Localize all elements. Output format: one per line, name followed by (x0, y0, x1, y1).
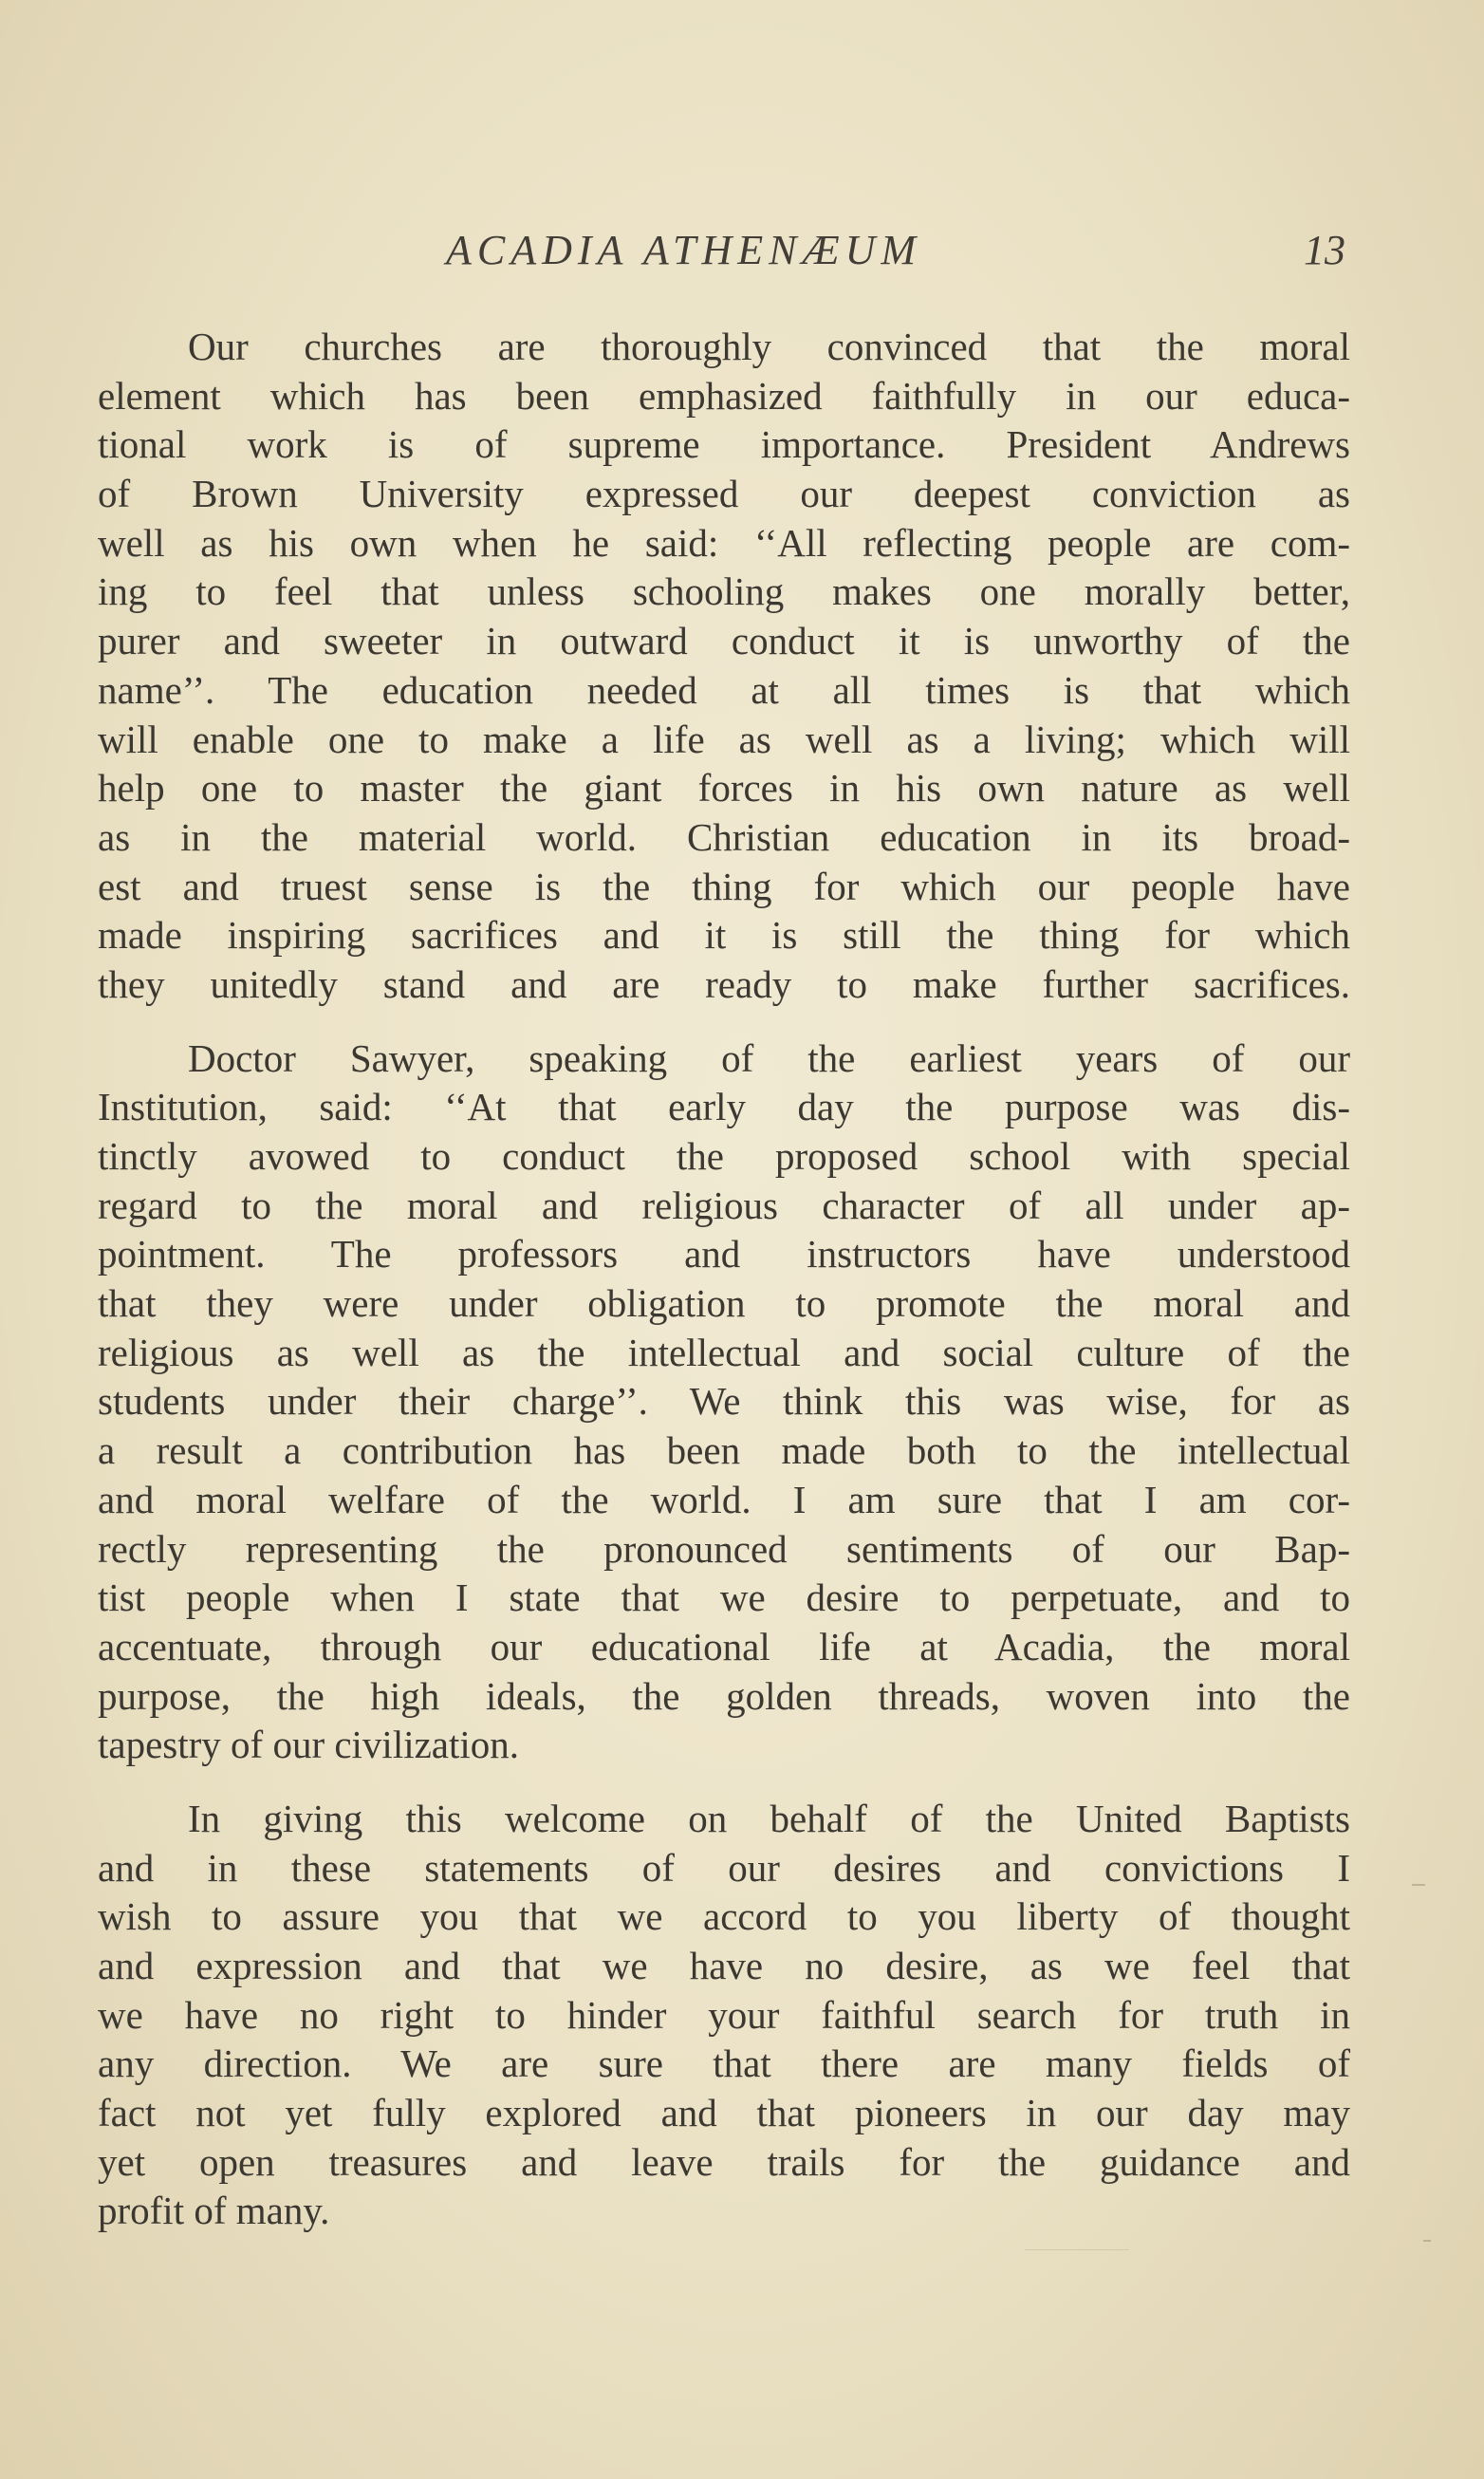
journal-title: ACADIA ATHENÆUM (446, 227, 922, 273)
paragraph-2 (98, 1034, 1350, 1770)
text-line: element which has been emphasized faithfully in our educa- (98, 373, 1350, 418)
text-line: help one to master the giant forces in his own nature as well (98, 766, 1350, 811)
text-line: made inspiring sacrifices and it is still the thing for which (98, 913, 1350, 958)
running-head (0, 226, 1484, 292)
text-line: wish to assure you that we accord to you liberty of thought (98, 1894, 1350, 1939)
text-line: fact not yet fully explored and that pioneers in our day may (98, 2091, 1350, 2135)
text-line: a result a contribution has been made both to the intellectual (98, 1428, 1350, 1473)
text-line: that they were under obligation to promote the moral and (98, 1281, 1350, 1326)
text-line: will enable one to make a life as well as a living; which will (98, 717, 1350, 761)
text-line: tist people when I state that we desire to perpetuate, and to (98, 1575, 1350, 1620)
text-line: students under their charge’’. We think this was wise, for as (98, 1379, 1350, 1424)
text-line: yet open treasures and leave trails for the guidance and (98, 2139, 1350, 2184)
text-line: Doctor Sawyer, speaking of the earliest years of our (188, 1035, 1350, 1080)
body-text (98, 323, 1350, 2261)
text-line: tional work is of supreme importance. President Andrews (98, 422, 1350, 467)
text-line: purer and sweeter in outward conduct it is unworthy of the (98, 619, 1350, 663)
text-line: Institution, said: ‘‘At that early day the purpose was dis- (98, 1085, 1350, 1129)
text-line: and in these statements of our desires and convictions I (98, 1845, 1350, 1890)
text-line: we have no right to hinder your faithful search for truth in (98, 1992, 1350, 2037)
text-line: pointment. The professors and instructors have understood (98, 1232, 1350, 1277)
text-line: accentuate, through our educational life at Acadia, the moral (98, 1624, 1350, 1668)
text-line: they unitedly stand and are ready to make further sacrifices. (98, 961, 1350, 1006)
paper-mark (1025, 2249, 1129, 2250)
paragraph-1 (98, 323, 1350, 1010)
text-line: of Brown University expressed our deepest conviction as (98, 472, 1350, 516)
text-line: In giving this welcome on behalf of the United Baptists (188, 1796, 1350, 1840)
page-number: 13 (1304, 227, 1345, 273)
text-line: tinctly avowed to conduct the proposed school with special (98, 1134, 1350, 1178)
paper-mark (1412, 1884, 1425, 1886)
text-line: as in the material world. Christian education in its broad- (98, 814, 1350, 859)
text-line: est and truest sense is the thing for which our people have (98, 864, 1350, 908)
text-line: tapestry of our civilization. (98, 1723, 520, 1767)
text-line: well as his own when he said: ‘‘All reflecting people are com- (98, 520, 1350, 565)
text-line: and moral welfare of the world. I am sure that I am cor- (98, 1477, 1350, 1521)
text-line: and expression and that we have no desire, as we feel that (98, 1944, 1350, 1987)
text-line: purpose, the high ideals, the golden threads, woven into the (98, 1673, 1350, 1718)
text-line: profit of many. (98, 2189, 330, 2233)
paragraph-3 (98, 1795, 1350, 2236)
text-line: Our churches are thoroughly convinced that the moral (188, 325, 1350, 368)
paper-mark (1423, 2240, 1431, 2242)
text-line: rectly representing the pronounced sentiments of our Bap- (98, 1526, 1350, 1571)
text-line: name’’. The education needed at all times is that which (98, 667, 1350, 712)
text-line: religious as well as the intellectual and social culture of the (98, 1330, 1350, 1374)
text-line: any direction. We are sure that there are many fields of (98, 2041, 1350, 2086)
text-line: ing to feel that unless schooling makes one morally better, (98, 569, 1350, 614)
text-line: regard to the moral and religious character of all under ap- (98, 1183, 1350, 1227)
